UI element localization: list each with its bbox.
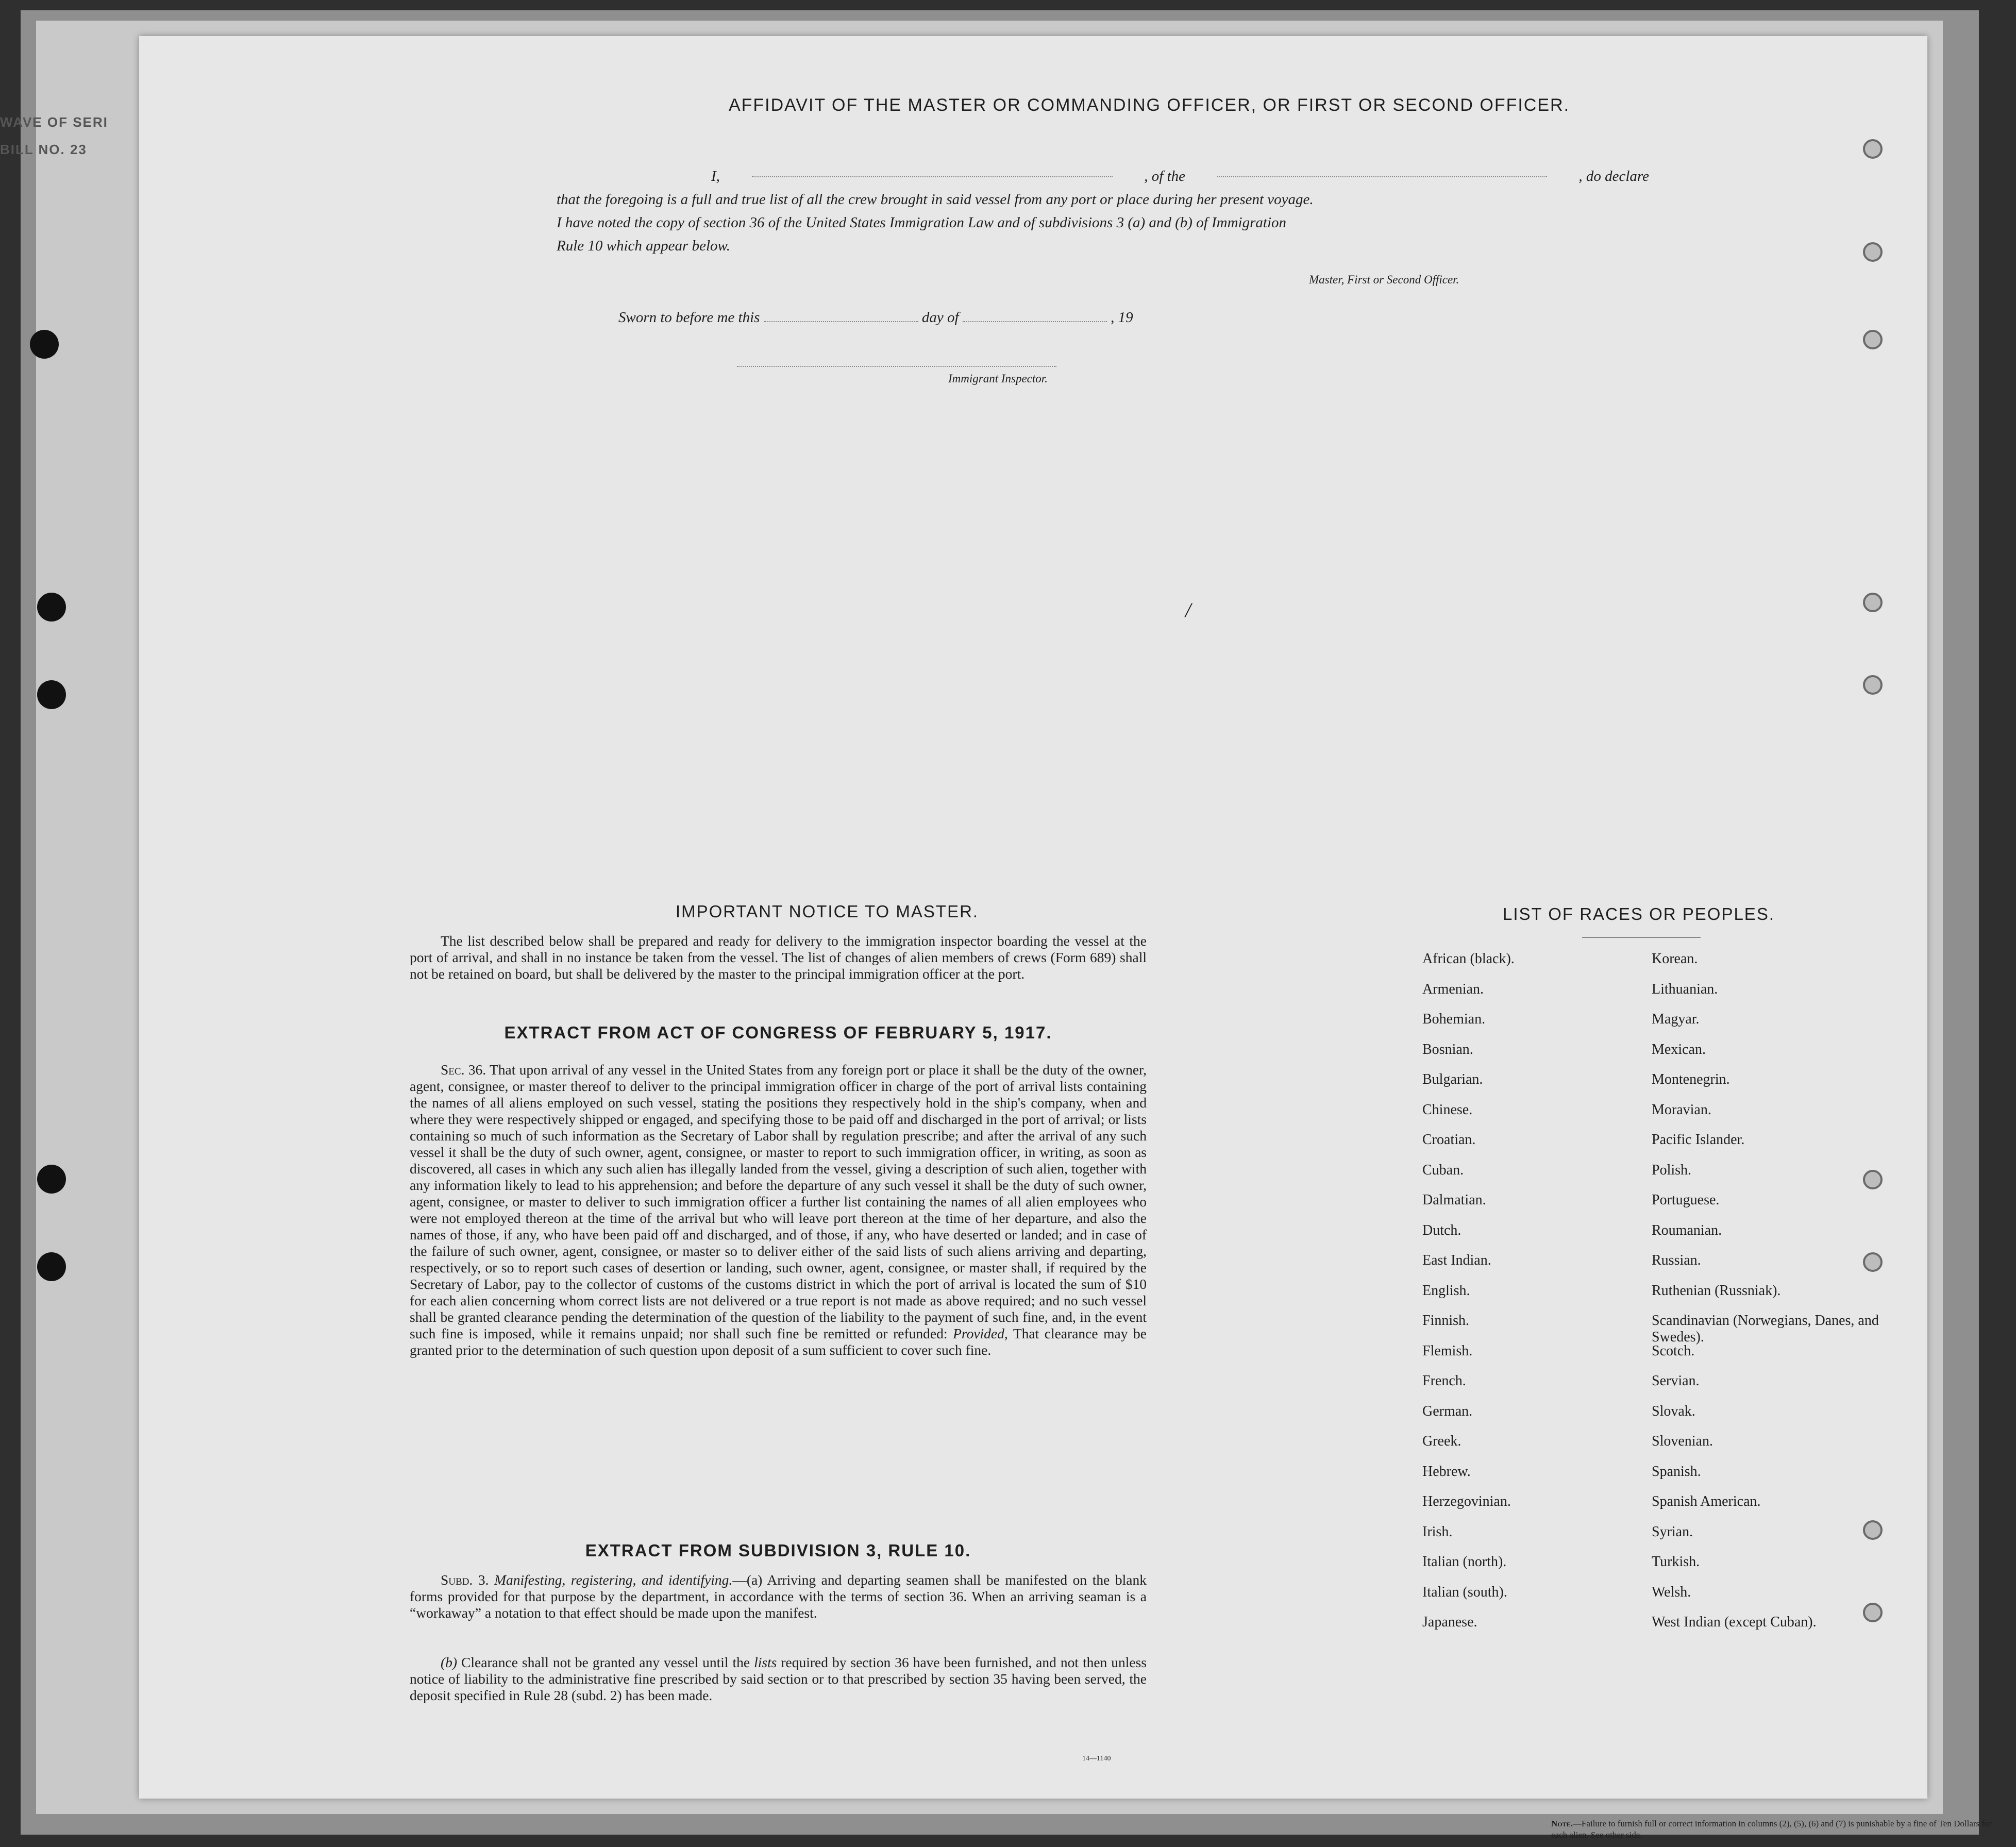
race-item: Italian (north). bbox=[1422, 1554, 1507, 1570]
extract-rule-heading: EXTRACT FROM SUBDIVISION 3, RULE 10. bbox=[585, 1541, 971, 1560]
race-item: Hebrew. bbox=[1422, 1463, 1471, 1480]
race-item: Flemish. bbox=[1422, 1342, 1473, 1359]
binder-hole bbox=[1863, 675, 1883, 695]
notice-heading: IMPORTANT NOTICE TO MASTER. bbox=[675, 902, 979, 921]
races-column-1 bbox=[1422, 951, 1639, 1644]
binder-hole bbox=[1863, 242, 1883, 262]
race-item: Spanish American. bbox=[1652, 1493, 1761, 1509]
race-item: Lithuanian. bbox=[1652, 981, 1718, 997]
binder-hole bbox=[1863, 1520, 1883, 1540]
race-item: Magyar. bbox=[1652, 1011, 1700, 1027]
race-item: English. bbox=[1422, 1282, 1470, 1299]
binder-hole bbox=[37, 593, 66, 622]
officer-signature-label: Master, First or Second Officer. bbox=[1309, 273, 1459, 286]
race-item: Japanese. bbox=[1422, 1614, 1477, 1630]
race-item: Russian. bbox=[1652, 1252, 1701, 1268]
section-36-body: That upon arrival of any vessel in the United States from any foreign port or place it shall be the duty of the owner, agent, consignee, or master thereof to deliver to the principal immigration officer in charge of the port of arrival lists containing the names of all aliens employed on such vessel, stating the positions they respectively hold in the ship's company, when and where they were respectively shipped or engaged, and specifying those to be paid off and discharged in the port of arrival; or lists containing so much of such information as the Secretary of Labor shall by regulation prescribe; and after the arrival of any such vessel it shall be the duty of such owner, agent, consignee, or master to report to such immigration officer, in writing, as soon as discovered, all cases in which any such alien has illegally landed from the vessel, giving a description of such alien, together with any information likely to lead to his apprehension; and before the departure of any such vessel it shall be the duty of such owner, agent, consignee, or master to deliver to such immigration officer a further list containing the names of all alien employees who were not employed thereon at the time of the arrival but who will leave port thereon at the time of her departure, and also the names of those, if any, who have been paid off and discharged, and of those, if any, who have deserted or landed; and in case of the failure of such owner, agent, consignee, or master so to deliver either of the said lists of such aliens arriving and departing, respectively, or so to report such cases of desertion or landing, such owner, agent, consignee, or master shall, if required by the Secretary of Labor, pay to the collector of customs of the customs district in which the port of arrival is located the sum of $10 for each alien concerning whom correct lists are not delivered or a true report is not made as above required; and no such vessel shall be granted clearance pending the determination of the question of the liability to the payment of such fine, and, in the event such fine is imposed, while it remains unpaid; nor shall such fine be remitted or refunded: bbox=[410, 1062, 1147, 1341]
binder-hole bbox=[1863, 330, 1883, 349]
section-36-text bbox=[410, 1062, 1147, 1358]
race-item: Cuban. bbox=[1422, 1162, 1464, 1178]
subdivision-3a-text bbox=[410, 1572, 1147, 1621]
races-heading: LIST OF RACES OR PEOPLES. bbox=[1502, 904, 1775, 923]
subdivision-3b-text bbox=[410, 1654, 1147, 1704]
stray-mark: / bbox=[1185, 598, 1191, 622]
race-item: Bohemian. bbox=[1422, 1011, 1486, 1027]
race-item: Finnish. bbox=[1422, 1313, 1470, 1329]
race-item: German. bbox=[1422, 1403, 1473, 1419]
affidavit-line-4: Rule 10 which appear below. bbox=[557, 238, 730, 254]
race-item: Slovenian. bbox=[1652, 1433, 1713, 1449]
race-item: Scandinavian (Norwegians, Danes, and Swedes). bbox=[1652, 1313, 1879, 1345]
race-item: Chinese. bbox=[1422, 1101, 1473, 1118]
day-blank bbox=[764, 310, 918, 322]
notice-text: The list described below shall be prepared and ready for delivery to the immigration inspector boarding the vessel at the port of arrival, and shall in no instance be taken from the vessel. The list of changes of alien members of crews (Form 689) shall not be retained on board, but shall be delivered by the master to the principal immigration officer at the port. bbox=[410, 933, 1147, 982]
races-column-2 bbox=[1652, 951, 1920, 1644]
race-item: Herzegovinian. bbox=[1422, 1493, 1511, 1509]
binder-hole bbox=[1863, 139, 1883, 159]
affidavit-line-2: that the foregoing is a full and true list of all the crew brought in said vessel from any port or place during her present voyage. bbox=[557, 191, 1314, 208]
race-item: West Indian (except Cuban). bbox=[1652, 1614, 1817, 1630]
binder-hole bbox=[37, 1252, 66, 1281]
binder-hole bbox=[1863, 1252, 1883, 1272]
race-item: Pacific Islander. bbox=[1652, 1132, 1745, 1148]
affidavit-line-1 bbox=[557, 165, 1649, 188]
race-item: Montenegrin. bbox=[1652, 1071, 1730, 1087]
race-item: Slovak. bbox=[1652, 1403, 1695, 1419]
race-item: Bulgarian. bbox=[1422, 1071, 1483, 1087]
race-item: Turkish. bbox=[1652, 1554, 1700, 1570]
sworn-line bbox=[618, 309, 1133, 326]
race-item: Croatian. bbox=[1422, 1132, 1476, 1148]
binder-hole bbox=[30, 330, 59, 359]
race-item: Syrian. bbox=[1652, 1523, 1693, 1540]
race-item: Korean. bbox=[1652, 951, 1698, 967]
inspector-label: Immigrant Inspector. bbox=[948, 372, 1048, 385]
note-label: Note. bbox=[1551, 1819, 1573, 1828]
stamp-line-1: WAVE OF SERI bbox=[0, 114, 108, 130]
year-label: , 19 bbox=[1111, 309, 1133, 326]
note-text: —Failure to furnish full or correct information in columns (2), (5), (6) and (7) is punishable by a fine of Ten Dollars for each alien. See other side. bbox=[1551, 1819, 1992, 1840]
subdivision-a-body: —(a) Arriving and departing seamen shall be manifested on the blank forms provided for that purpose by the department, in accordance with the terms of section 36. When an arriving seaman is a “workaway” a notation to that effect should be made upon the manifest. bbox=[410, 1572, 1147, 1621]
race-item: Mexican. bbox=[1652, 1041, 1706, 1057]
form-number: 14—1140 bbox=[1082, 1755, 1111, 1762]
name-blank bbox=[752, 165, 1113, 177]
race-item: East Indian. bbox=[1422, 1252, 1491, 1268]
stamp-line-2: BILL NO. 23 bbox=[0, 142, 87, 157]
month-blank bbox=[963, 310, 1107, 322]
binder-hole bbox=[37, 1165, 66, 1194]
race-item: Moravian. bbox=[1652, 1101, 1711, 1118]
section-36-end: That clearance may be granted prior to the determination of such question upon deposit of a sum sufficient to cover such fine. bbox=[410, 1325, 1147, 1358]
races-rule bbox=[1582, 937, 1701, 938]
binder-hole bbox=[1863, 1603, 1883, 1622]
race-item: Dutch. bbox=[1422, 1222, 1461, 1238]
manifest-page bbox=[139, 36, 1992, 1840]
do-declare-label: , do declare bbox=[1578, 168, 1649, 184]
section-label: Sec. 36. bbox=[441, 1062, 486, 1078]
subdivision-b-part2: required by section 36 have been furnished, and not then unless notice of liability to the administrative fine prescribed by said section or to that prescribed by section 35 having been served, the deposit specified in Rule 28 (subd. 2) has been made. bbox=[410, 1654, 1147, 1703]
race-item: Spanish. bbox=[1652, 1463, 1701, 1480]
inspector-signature-line bbox=[737, 366, 1056, 367]
bill-stamp bbox=[0, 103, 134, 206]
race-item: Scotch. bbox=[1652, 1342, 1695, 1359]
i-label: I, bbox=[711, 168, 720, 184]
b-label: (b) bbox=[441, 1654, 458, 1670]
extract-act-heading: EXTRACT FROM ACT OF CONGRESS OF FEBRUARY 5, 1917. bbox=[504, 1023, 1052, 1042]
race-item: Italian (south). bbox=[1422, 1584, 1507, 1600]
race-item: Roumanian. bbox=[1652, 1222, 1722, 1238]
footnote bbox=[1551, 1818, 1994, 1841]
sworn-label: Sworn to before me this bbox=[618, 309, 760, 326]
affidavit-line-3: I have noted the copy of section 36 of the United States Immigration Law and of subdivisions 3 (a) and (b) of Immigration bbox=[557, 214, 1287, 231]
binder-hole bbox=[1863, 593, 1883, 612]
race-item: French. bbox=[1422, 1373, 1466, 1389]
affidavit-text bbox=[557, 165, 1649, 258]
race-item: Welsh. bbox=[1652, 1584, 1691, 1600]
race-item: Ruthenian (Russniak). bbox=[1652, 1282, 1781, 1299]
vessel-blank bbox=[1217, 165, 1547, 177]
race-item: African (black). bbox=[1422, 951, 1515, 967]
subdivision-b-part1: Clearance shall not be granted any vessel until the bbox=[461, 1654, 750, 1670]
binder-hole bbox=[37, 680, 66, 709]
provided-word: Provided, bbox=[953, 1325, 1008, 1341]
race-item: Armenian. bbox=[1422, 981, 1484, 997]
lists-word: lists bbox=[754, 1654, 777, 1670]
race-item: Greek. bbox=[1422, 1433, 1461, 1449]
race-item: Servian. bbox=[1652, 1373, 1700, 1389]
race-item: Irish. bbox=[1422, 1523, 1453, 1540]
of-the-label: , of the bbox=[1144, 168, 1186, 184]
affidavit-title: AFFIDAVIT OF THE MASTER OR COMMANDING OFFICER, OR FIRST OR SECOND OFFICER. bbox=[728, 95, 1570, 115]
subdivision-label: Subd. 3. bbox=[441, 1572, 489, 1588]
race-item: Dalmatian. bbox=[1422, 1192, 1486, 1208]
race-item: Polish. bbox=[1652, 1162, 1692, 1178]
binder-hole bbox=[1863, 1170, 1883, 1189]
subdivision-title: Manifesting, registering, and identifying. bbox=[494, 1572, 733, 1588]
day-of-label: day of bbox=[921, 309, 959, 326]
race-item: Bosnian. bbox=[1422, 1041, 1473, 1057]
race-item: Portuguese. bbox=[1652, 1192, 1720, 1208]
